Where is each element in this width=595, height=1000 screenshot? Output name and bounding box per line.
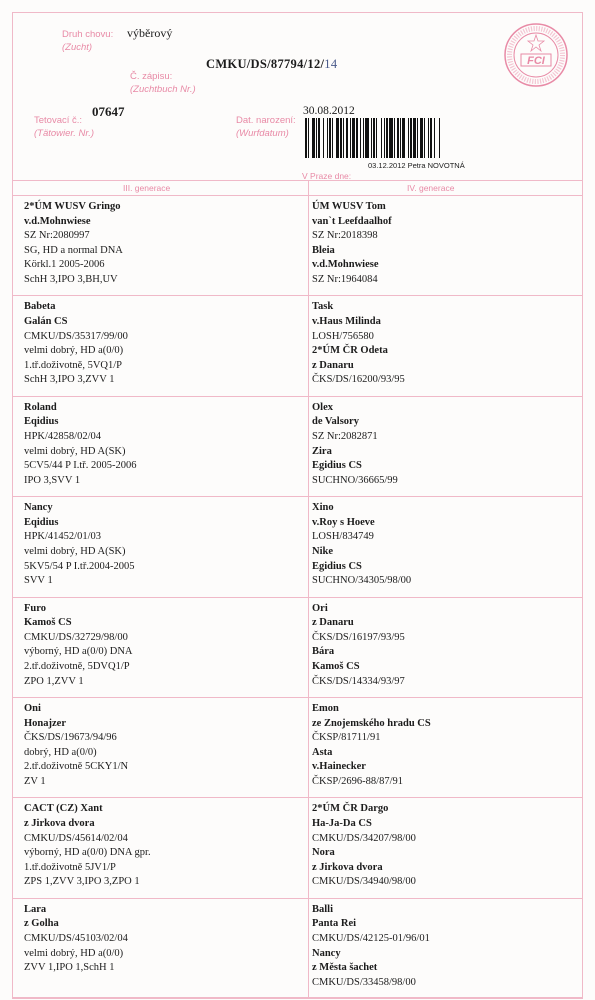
generation-iv-entry	[312, 702, 580, 790]
tattoo-value: 07647	[92, 104, 125, 119]
entry-line: z Danaru	[312, 359, 354, 371]
generation-iii-entry	[24, 903, 302, 976]
generation-iii-entry	[24, 802, 302, 890]
entry-line: ÚM WUSV Tom	[312, 201, 386, 212]
breed-type-label-group	[62, 29, 113, 53]
entry-line: z Města šachet	[312, 962, 378, 974]
entry-line: Egidius CS	[312, 460, 362, 472]
barcode	[305, 118, 519, 158]
entry-line: v.Roy s Hoeve	[312, 516, 375, 528]
registry-label-group	[130, 71, 196, 95]
entry-line: LOSH/834749	[312, 531, 374, 543]
registry-number-main: CMKU/DS/87794/12/	[206, 57, 325, 71]
entry-line: SZ Nr:2082871	[312, 430, 378, 442]
entry-line: velmi dobrý, HD a(0/0)	[24, 345, 124, 357]
birth-label-group	[236, 115, 296, 139]
entry-line: 1.tř.doživotně 5JV1/P	[24, 861, 116, 873]
generation-iii-entry	[24, 401, 302, 489]
tattoo-label-de: (Tätowier. Nr.)	[34, 128, 94, 139]
entry-line: Emon	[312, 703, 339, 714]
entry-line: Oni	[24, 703, 41, 714]
entry-line: van`t Leefdaalhof	[312, 215, 392, 227]
entry-line: SchH 3,IPO 3,BH,UV	[24, 273, 118, 285]
entry-line: z Danaru	[312, 617, 354, 629]
entry-line: SVV 1	[24, 575, 53, 587]
entry-line: Balli	[312, 903, 334, 915]
pedigree-row	[12, 899, 583, 999]
entry-line: SG, HD a normal DNA	[24, 244, 123, 256]
fci-seal-icon	[503, 22, 569, 88]
entry-line: SchH 3,IPO 3,ZVV 1	[24, 374, 115, 386]
generation-iii-entry	[24, 200, 302, 288]
entry-line: de Valsory	[312, 416, 359, 428]
registry-label: Č. zápisu:	[130, 71, 173, 82]
pedigree-row	[12, 296, 583, 396]
entry-line: ČKSP/2696-88/87/91	[312, 775, 404, 787]
generation-iii-entry	[24, 501, 302, 589]
generation-iii-entry	[24, 300, 302, 388]
entry-line: velmi dobrý, HD A(SK)	[24, 445, 126, 457]
entry-line: v.Hainecker	[312, 761, 366, 773]
generation-iv-entry	[312, 802, 580, 890]
entry-line: ze Znojemského hradu CS	[312, 717, 431, 729]
entry-line: Eqidius	[24, 416, 59, 428]
entry-line: Nike	[312, 545, 333, 557]
birth-label-de: (Wurfdatum)	[236, 128, 289, 139]
entry-line: výborný, HD a(0/0) DNA gpr.	[24, 847, 151, 859]
place-label: V Praze dne:	[302, 171, 352, 181]
entry-line: ČKS/DS/16200/93/95	[312, 374, 405, 386]
entry-line: Roland	[24, 401, 57, 413]
fci-seal-text: FCI	[527, 55, 545, 67]
entry-line: ČKS/DS/19673/94/96	[24, 732, 117, 744]
entry-line: 1.tř.doživotně, 5VQ1/P	[24, 359, 122, 371]
entry-line: CMKU/DS/32729/98/00	[24, 631, 128, 643]
registry-label-de: (Zuchtbuch Nr.)	[130, 84, 196, 95]
entry-line: SZ Nr:2018398	[312, 230, 378, 242]
generation-iii-header: III. generace	[123, 183, 171, 193]
entry-line: IPO 3,SVV 1	[24, 474, 81, 486]
entry-line: Ha-Ja-Da CS	[312, 817, 372, 829]
entry-line: z Golha	[24, 918, 59, 930]
entry-line: ZVV 1,IPO 1,SchH 1	[24, 962, 115, 974]
entry-line: Eqidius	[24, 516, 59, 528]
entry-line: CMKU/DS/34940/98/00	[312, 876, 416, 888]
breed-type-label-de: (Zucht)	[62, 42, 93, 53]
entry-line: Körkl.1 2005-2006	[24, 259, 105, 271]
entry-line: v.d.Mohnwiese	[312, 259, 379, 271]
entry-line: 5CV5/44 P I.tř. 2005-2006	[24, 460, 137, 472]
entry-line: v.d.Mohnwiese	[24, 215, 91, 227]
entry-line: CMKU/DS/42125-01/96/01	[312, 932, 430, 944]
entry-line: Xino	[312, 502, 334, 514]
entry-line: 2.tř.doživotně, 5DVQ1/P	[24, 660, 130, 672]
entry-line: velmi dobrý, HD a(0/0)	[24, 947, 124, 959]
entry-line: ZV 1	[24, 775, 46, 787]
pedigree-row	[12, 497, 583, 597]
entry-line: CMKU/DS/45614/02/04	[24, 832, 128, 844]
entry-line: CMKU/DS/34207/98/00	[312, 832, 416, 844]
generation-iv-entry	[312, 300, 580, 388]
tattoo-label-group	[34, 115, 94, 139]
entry-line: SZ Nr:2080997	[24, 230, 90, 242]
entry-line: Nancy	[312, 947, 341, 959]
entry-line: 5KV5/54 P I.tř.2004-2005	[24, 560, 135, 572]
entry-line: ČKS/DS/16197/93/95	[312, 631, 405, 643]
entry-line: Bára	[312, 646, 335, 658]
pedigree-row	[12, 196, 583, 296]
entry-line: Furo	[24, 602, 46, 614]
tattoo-label: Tetovací č.:	[34, 115, 83, 126]
entry-line: CMKU/DS/45103/02/04	[24, 932, 128, 944]
entry-line: SZ Nr:1964084	[312, 273, 378, 285]
generation-iv-entry	[312, 903, 580, 991]
pedigree-row	[12, 698, 583, 798]
entry-line: 2*ÚM WUSV Gringo	[24, 201, 121, 212]
generation-iv-entry	[312, 200, 580, 288]
entry-line: 2*ÚM ČR Dargo	[312, 803, 389, 815]
entry-line: Babeta	[24, 301, 56, 313]
entry-line: CACT (CZ) Xant	[24, 803, 103, 815]
entry-line: SUCHNO/34305/98/00	[312, 575, 412, 587]
generation-iii-entry	[24, 602, 302, 690]
entry-line: CMKU/DS/33458/98/00	[312, 976, 416, 988]
registry-number	[206, 57, 337, 72]
entry-line: ČKS/DS/14334/93/97	[312, 675, 405, 687]
entry-line: Nora	[312, 847, 335, 859]
generation-iv-header: IV. generace	[407, 183, 455, 193]
entry-line: Asta	[312, 746, 333, 758]
entry-line: z Jirkova dvora	[312, 861, 383, 873]
entry-line: Kamoš CS	[24, 617, 72, 629]
birth-date-value: 30.08.2012	[303, 105, 355, 117]
entry-line: ČKSP/81711/91	[312, 732, 381, 744]
entry-line: Galán CS	[24, 315, 68, 327]
entry-line: CMKU/DS/35317/99/00	[24, 330, 128, 342]
generation-iv-entry	[312, 602, 580, 690]
entry-line: ZPO 1,ZVV 1	[24, 675, 84, 687]
entry-line: Nancy	[24, 502, 53, 514]
entry-line: 2*ÚM ČR Odeta	[312, 345, 388, 357]
entry-line: Panta Rei	[312, 918, 357, 930]
entry-line: HPK/41452/01/03	[24, 531, 102, 543]
entry-line: v.Haus Milinda	[312, 315, 381, 327]
entry-line: výborný, HD a(0/0) DNA	[24, 646, 133, 658]
entry-line: ZPS 1,ZVV 3,IPO 3,ZPO 1	[24, 876, 140, 888]
pedigree-row	[12, 598, 583, 698]
birth-label: Dat. narození:	[236, 115, 296, 126]
entry-line: Task	[312, 301, 334, 313]
pedigree-row	[12, 397, 583, 497]
entry-line: dobrý, HD a(0/0)	[24, 746, 97, 758]
entry-line: 2.tř.doživotně 5CKY1/N	[24, 761, 129, 773]
entry-line: Olex	[312, 401, 333, 413]
entry-line: Egidius CS	[312, 560, 362, 572]
entry-line: Kamoš CS	[312, 660, 360, 672]
entry-line: Lara	[24, 903, 47, 915]
entry-line: LOSH/756580	[312, 330, 374, 342]
entry-line: SUCHNO/36665/99	[312, 474, 398, 486]
pedigree-grid	[12, 180, 583, 998]
entry-line: z Jirkova dvora	[24, 817, 95, 829]
entry-line: Bleia	[312, 244, 335, 256]
entry-line: Honajzer	[24, 717, 66, 729]
pedigree-row	[12, 798, 583, 898]
breed-type-value: výběrový	[127, 26, 173, 40]
generation-iv-entry	[312, 501, 580, 589]
entry-line: HPK/42858/02/04	[24, 430, 102, 442]
entry-line: velmi dobrý, HD A(SK)	[24, 545, 126, 557]
registry-number-suffix: 14	[324, 57, 338, 71]
entry-line: Ori	[312, 602, 328, 614]
generation-iv-entry	[312, 401, 580, 489]
generation-iii-entry	[24, 702, 302, 790]
breed-type-label: Druh chovu:	[62, 29, 114, 40]
entry-line: Zira	[312, 445, 332, 457]
issued-line: 03.12.2012 Petra NOVOTNÁ	[368, 161, 465, 170]
